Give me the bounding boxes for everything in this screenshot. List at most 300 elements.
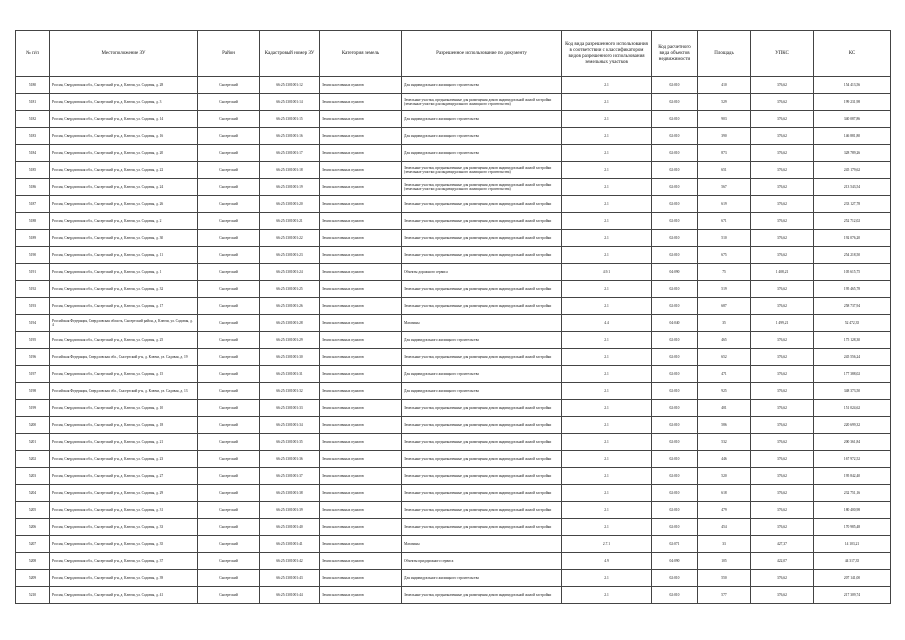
table-row xyxy=(16,230,891,247)
table-row xyxy=(16,179,891,196)
cell-permitted-use: Земельные участки, предназначенные для размещения домов индивидуальной жилой застройки (земельные участки для индивидуального жилищного строительства) xyxy=(402,94,562,111)
cell-use-code: 2.1 xyxy=(562,502,652,519)
table-row xyxy=(16,502,891,519)
cell-cadastral-number: 66:25:1301001:23 xyxy=(260,247,320,264)
cell-cadastral-number: 66:25:1301001:29 xyxy=(260,332,320,349)
cell-district: Сысертский xyxy=(198,213,260,230)
cell-area: 33 xyxy=(698,536,751,553)
cell-location: Россия, Свердловская обл., Сысертский р-н, д. Ключи, ул. Садовая, д. 22 xyxy=(50,162,198,179)
cell-location: Россия, Свердловская обл., Сысертский р-н, д. Ключи, ул. Садовая, д. 31 xyxy=(50,502,198,519)
cell-land-category: Земли населенных пунктов xyxy=(320,349,402,366)
cell-area: 925 xyxy=(698,383,751,400)
cell-use-code: 2.1 xyxy=(562,332,652,349)
cell-cadastral-number: 66:25:1301001:38 xyxy=(260,485,320,502)
table-body xyxy=(16,77,891,604)
cell-use-code: 2.7.1 xyxy=(562,536,652,553)
cell-district: Сысертский xyxy=(198,349,260,366)
cell-area: 675 xyxy=(698,247,751,264)
cell-district: Сысертский xyxy=(198,519,260,536)
cell-district: Сысертский xyxy=(198,77,260,94)
cell-area: 35 xyxy=(698,315,751,332)
cell-location: Россия, Свердловская обл., Сысертский р-н, д. Ключи, ул. Садовая, д. 30 xyxy=(50,230,198,247)
cell-upks: 1 499,21 xyxy=(751,315,814,332)
cell-area: 652 xyxy=(698,349,751,366)
cell-permitted-use: Для индивидуального жилищного строительства xyxy=(402,366,562,383)
cell-land-category: Земли населенных пунктов xyxy=(320,162,402,179)
cell-area: 479 xyxy=(698,502,751,519)
cell-use-code: 2.1 xyxy=(562,400,652,417)
cell-upks: 376,62 xyxy=(751,502,814,519)
cell-upks: 376,62 xyxy=(751,417,814,434)
cell-location: Россия, Свердловская обл., Сысертский р-н, д. Ключи, ул. Садовая, д. 23 xyxy=(50,451,198,468)
cell-number: 5189 xyxy=(16,230,50,247)
cell-upks: 376,62 xyxy=(751,247,814,264)
cell-number: 5207 xyxy=(16,536,50,553)
cell-upks: 376,62 xyxy=(751,281,814,298)
cell-upks: 376,62 xyxy=(751,485,814,502)
table-row xyxy=(16,264,891,281)
cell-cadastral-number: 66:25:1301001:44 xyxy=(260,587,320,604)
cell-object-code: 02:010 xyxy=(652,111,698,128)
cell-ks: 146 881,80 xyxy=(814,128,891,145)
cell-location: Россия, Свердловская обл., Сысертский р-н, д. Ключи, ул. Садовая, д. 16 xyxy=(50,128,198,145)
cell-use-code: 2.1 xyxy=(562,434,652,451)
cell-permitted-use: Земельные участки, предназначенные для размещения домов индивидуальной жилой застройки xyxy=(402,281,562,298)
cell-location: Россия, Свердловская обл., Сысертский р-н, д. Ключи, ул. Садовая, д. 39 xyxy=(50,570,198,587)
cell-ks: 258 737,94 xyxy=(814,298,891,315)
cell-cadastral-number: 66:25:1301001:34 xyxy=(260,417,320,434)
cell-cadastral-number: 66:25:1301001:14 xyxy=(260,94,320,111)
cell-number: 5202 xyxy=(16,451,50,468)
cell-number: 5180 xyxy=(16,77,50,94)
cell-ks: 175 128,30 xyxy=(814,332,891,349)
cell-location: Россия, Свердловская обл., Сысертский р-н, д. Ключи, ул. Садовая, д. 2 xyxy=(50,213,198,230)
document-sheet xyxy=(15,30,890,604)
cell-land-category: Земли населенных пунктов xyxy=(320,77,402,94)
cell-cadastral-number: 66:25:1301001:42 xyxy=(260,553,320,570)
cell-land-category: Земли населенных пунктов xyxy=(320,553,402,570)
table-row xyxy=(16,213,891,230)
cell-location: Россия, Свердловская обл., Сысертский р-н, д. Ключи, ул. Садовая, д. 11 xyxy=(50,247,198,264)
cell-object-code: 02:010 xyxy=(652,519,698,536)
cell-land-category: Земли населенных пунктов xyxy=(320,179,402,196)
cell-use-code: 2.1 xyxy=(562,94,652,111)
cell-upks: 376,62 xyxy=(751,570,814,587)
cell-location: Россия, Свердловская обл., Сысертский р-н, д. Ключи, ул. Садовая, д. 1 xyxy=(50,264,198,281)
cell-cadastral-number: 66:25:1301001:33 xyxy=(260,400,320,417)
cell-ks: 252 712,02 xyxy=(814,213,891,230)
cell-land-category: Земли населенных пунктов xyxy=(320,519,402,536)
cell-object-code: 02:010 xyxy=(652,468,698,485)
cell-ks: 199 231,98 xyxy=(814,94,891,111)
cell-object-code: 02:010 xyxy=(652,587,698,604)
cell-upks: 376,62 xyxy=(751,468,814,485)
cell-use-code: 2.1 xyxy=(562,451,652,468)
table-row xyxy=(16,128,891,145)
cell-cadastral-number: 66:25:1301001:30 xyxy=(260,349,320,366)
cell-number: 5209 xyxy=(16,570,50,587)
cell-district: Сысертский xyxy=(198,485,260,502)
cell-ks: 348 373,50 xyxy=(814,383,891,400)
cell-land-category: Земли населенных пунктов xyxy=(320,587,402,604)
cell-ks: 154 413,56 xyxy=(814,77,891,94)
cell-upks: 376,62 xyxy=(751,434,814,451)
cell-cadastral-number: 66:25:1301001:21 xyxy=(260,213,320,230)
cell-location: Россия, Свердловская обл., Сысертский р-н, д. Ключи, ул. Садовая, д. 3 xyxy=(50,94,198,111)
cell-location: Россия, Свердловская обл., Сысертский р-н, д. Ключи, ул. Садовая, д. 15 xyxy=(50,366,198,383)
cell-object-code: 02:010 xyxy=(652,196,698,213)
cell-permitted-use: Магазины xyxy=(402,315,562,332)
cell-location: Россия, Свердловская обл., Сысертский р-н, д. Ключи, ул. Садовая, д. 35 xyxy=(50,536,198,553)
cell-cadastral-number: 66:25:1301001:35 xyxy=(260,434,320,451)
cell-land-category: Земли населенных пунктов xyxy=(320,264,402,281)
cell-permitted-use: Земельные участки, предназначенные для размещения домов индивидуальной жилой застройки xyxy=(402,434,562,451)
cell-permitted-use: Для индивидуального жилищного строительства xyxy=(402,145,562,162)
cell-number: 5191 xyxy=(16,264,50,281)
cell-permitted-use: Земельные участки, предназначенные для размещения домов индивидуальной жилой застройки xyxy=(402,502,562,519)
cell-number: 5183 xyxy=(16,128,50,145)
cell-area: 687 xyxy=(698,298,751,315)
cell-upks: 376,62 xyxy=(751,77,814,94)
table-row xyxy=(16,298,891,315)
cell-location: Россия, Свердловская обл., Сысертский р-н, д. Ключи, ул. Садовая, д. 14 xyxy=(50,111,198,128)
cell-cadastral-number: 66:25:1301001:22 xyxy=(260,230,320,247)
cell-object-code: 02:010 xyxy=(652,162,698,179)
cell-area: 532 xyxy=(698,434,751,451)
cell-district: Сысертский xyxy=(198,468,260,485)
cell-use-code: 2.1 xyxy=(562,145,652,162)
header-permitted-use: Разрешенное использование по документу xyxy=(402,31,562,77)
cell-permitted-use: Земельные участки, предназначенные для размещения домов индивидуальной жилой застройки xyxy=(402,349,562,366)
cell-cadastral-number: 66:25:1301001:41 xyxy=(260,536,320,553)
cell-land-category: Земли населенных пунктов xyxy=(320,213,402,230)
cell-land-category: Земли населенных пунктов xyxy=(320,383,402,400)
cell-permitted-use: Земельные участки, предназначенные для размещения домов индивидуальной жилой застройки xyxy=(402,451,562,468)
cell-area: 671 xyxy=(698,213,751,230)
table-row xyxy=(16,247,891,264)
cell-object-code: 04:090 xyxy=(652,264,698,281)
cell-district: Сысертский xyxy=(198,400,260,417)
cell-area: 454 xyxy=(698,519,751,536)
cell-object-code: 02:010 xyxy=(652,366,698,383)
cell-ks: 217 309,74 xyxy=(814,587,891,604)
cell-number: 5188 xyxy=(16,213,50,230)
cell-upks: 376,62 xyxy=(751,162,814,179)
cell-object-code: 02:010 xyxy=(652,400,698,417)
cell-permitted-use: Для индивидуального жилищного строительства xyxy=(402,332,562,349)
cell-location: Российская Федерация, Свердловская обл., Сысертский р-н, д. Ключи, ул. Садовая, д. 13 xyxy=(50,383,198,400)
cell-use-code: 2.1 xyxy=(562,570,652,587)
cell-district: Сысертский xyxy=(198,587,260,604)
cell-permitted-use: Объекты придорожного сервиса xyxy=(402,553,562,570)
table-row xyxy=(16,434,891,451)
cell-ks: 245 179,62 xyxy=(814,162,891,179)
cell-upks: 376,62 xyxy=(751,298,814,315)
cell-cadastral-number: 66:25:1301001:24 xyxy=(260,264,320,281)
cell-ks: 233 127,78 xyxy=(814,196,891,213)
table-row xyxy=(16,111,891,128)
cell-area: 75 xyxy=(698,264,751,281)
cell-use-code: 2.1 xyxy=(562,162,652,179)
cell-object-code: 02:010 xyxy=(652,332,698,349)
header-object-code: Код расчетного вида объектов недвижимости xyxy=(652,31,698,77)
cell-use-code: 2.1 xyxy=(562,485,652,502)
cell-permitted-use: Земельные участки, предназначенные для размещения домов индивидуальной жилой застройки (земельные участки для индивидуального жилищного строительства) xyxy=(402,179,562,196)
cell-object-code: 02:010 xyxy=(652,417,698,434)
cell-upks: 376,62 xyxy=(751,179,814,196)
cell-district: Сысертский xyxy=(198,264,260,281)
cell-land-category: Земли населенных пунктов xyxy=(320,434,402,451)
cell-object-code: 02:010 xyxy=(652,281,698,298)
cell-number: 5182 xyxy=(16,111,50,128)
cell-area: 873 xyxy=(698,145,751,162)
cell-cadastral-number: 66:25:1301001:40 xyxy=(260,519,320,536)
cell-permitted-use: Земельные участки, предназначенные для размещения домов индивидуальной жилой застройки xyxy=(402,417,562,434)
cell-district: Сысертский xyxy=(198,128,260,145)
cell-district: Сысертский xyxy=(198,230,260,247)
cell-ks: 340 087,86 xyxy=(814,111,891,128)
cell-upks: 376,62 xyxy=(751,451,814,468)
cell-cadastral-number: 66:25:1301001:28 xyxy=(260,315,320,332)
cell-land-category: Земли населенных пунктов xyxy=(320,94,402,111)
cell-ks: 167 972,52 xyxy=(814,451,891,468)
cell-district: Сысертский xyxy=(198,417,260,434)
cell-location: Россия, Свердловская обл., Сысертский р-н, д. Ключи, ул. Садовая, д. 25 xyxy=(50,332,198,349)
cell-permitted-use: Для индивидуального жилищного строительства xyxy=(402,111,562,128)
cell-number: 5198 xyxy=(16,383,50,400)
cell-upks: 422,07 xyxy=(751,553,814,570)
table-row xyxy=(16,519,891,536)
cell-object-code: 02:010 xyxy=(652,383,698,400)
table-row xyxy=(16,332,891,349)
cell-number: 5193 xyxy=(16,298,50,315)
cell-upks: 376,62 xyxy=(751,332,814,349)
cell-number: 5199 xyxy=(16,400,50,417)
cell-object-code: 02:010 xyxy=(652,77,698,94)
cell-permitted-use: Для индивидуального жилищного строительства xyxy=(402,570,562,587)
cell-cadastral-number: 66:25:1301001:32 xyxy=(260,383,320,400)
cell-area: 520 xyxy=(698,468,751,485)
cell-upks: 376,62 xyxy=(751,111,814,128)
cell-land-category: Земли населенных пунктов xyxy=(320,400,402,417)
cell-area: 519 xyxy=(698,281,751,298)
cell-permitted-use: Земельные участки, предназначенные для размещения домов индивидуальной жилой застройки xyxy=(402,468,562,485)
cell-number: 5210 xyxy=(16,587,50,604)
cell-location: Россия, Свердловская обл., Сысертский р-н, д. Ключи, ул. Садовая, д. 32 xyxy=(50,281,198,298)
cell-object-code: 04:040 xyxy=(652,315,698,332)
cell-area: 550 xyxy=(698,570,751,587)
cell-area: 586 xyxy=(698,417,751,434)
table-row xyxy=(16,417,891,434)
header-number: № п/п xyxy=(16,31,50,77)
cell-ks: 195 465,78 xyxy=(814,281,891,298)
cell-area: 577 xyxy=(698,587,751,604)
cell-area: 651 xyxy=(698,162,751,179)
cell-area: 401 xyxy=(698,400,751,417)
cell-number: 5190 xyxy=(16,247,50,264)
cell-number: 5195 xyxy=(16,332,50,349)
cell-use-code: 4.9.1 xyxy=(562,264,652,281)
cell-upks: 376,62 xyxy=(751,196,814,213)
cell-cadastral-number: 66:25:1301001:12 xyxy=(260,77,320,94)
cell-number: 5208 xyxy=(16,553,50,570)
cell-number: 5200 xyxy=(16,417,50,434)
cell-cadastral-number: 66:25:1301001:15 xyxy=(260,111,320,128)
cell-upks: 376,62 xyxy=(751,400,814,417)
cell-land-category: Земли населенных пунктов xyxy=(320,281,402,298)
table-row xyxy=(16,94,891,111)
cell-location: Российская Федерация, Свердловская обл., Сысертский р-н, д. Ключи, ул. Садовая, д. 19 xyxy=(50,349,198,366)
header-area: Площадь xyxy=(698,31,751,77)
cell-use-code: 2.1 xyxy=(562,128,652,145)
cell-object-code: 02:010 xyxy=(652,349,698,366)
cell-object-code: 02:010 xyxy=(652,247,698,264)
cell-use-code: 2.1 xyxy=(562,349,652,366)
cell-cadastral-number: 66:25:1301001:25 xyxy=(260,281,320,298)
cell-ks: 44 317,35 xyxy=(814,553,891,570)
cell-district: Сысертский xyxy=(198,94,260,111)
cell-location: Россия, Свердловская обл., Сысертский р-н, д. Ключи, ул. Садовая, д. 29 xyxy=(50,485,198,502)
cell-use-code: 2.1 xyxy=(562,383,652,400)
cell-area: 529 xyxy=(698,94,751,111)
cell-location: Россия, Свердловская обл., Сысертский р-н, д. Ключи, ул. Садовая, д. 33 xyxy=(50,519,198,536)
cell-ks: 245 556,24 xyxy=(814,349,891,366)
cell-permitted-use: Земельные участки, предназначенные для размещения домов индивидуальной жилой застройки xyxy=(402,298,562,315)
cell-upks: 376,62 xyxy=(751,213,814,230)
cell-location: Российская Федерация, Свердловская область, Сысертский район, д. Ключи, ул. Садовая, д. 4 xyxy=(50,315,198,332)
cell-use-code: 2.1 xyxy=(562,179,652,196)
cell-cadastral-number: 66:25:1301001:43 xyxy=(260,570,320,587)
cell-number: 5196 xyxy=(16,349,50,366)
table-row xyxy=(16,315,891,332)
table-row xyxy=(16,349,891,366)
cell-ks: 213 543,54 xyxy=(814,179,891,196)
table-row xyxy=(16,196,891,213)
cell-upks: 376,62 xyxy=(751,383,814,400)
cell-area: 410 xyxy=(698,77,751,94)
cell-number: 5201 xyxy=(16,434,50,451)
cell-land-category: Земли населенных пунктов xyxy=(320,502,402,519)
cell-upks: 376,62 xyxy=(751,366,814,383)
cell-ks: 52 472,35 xyxy=(814,315,891,332)
cell-location: Россия, Свердловская обл., Сысертский р-н, д. Ключи, ул. Садовая, д. 10 xyxy=(50,400,198,417)
cell-district: Сысертский xyxy=(198,298,260,315)
cell-location: Россия, Свердловская обл., Сысертский р-н, д. Ключи, ул. Садовая, д. 26 xyxy=(50,196,198,213)
cell-object-code: 02:010 xyxy=(652,128,698,145)
cell-area: 390 xyxy=(698,128,751,145)
cell-location: Россия, Свердловская обл., Сысертский р-н, д. Ключи, ул. Садовая, д. 17 xyxy=(50,298,198,315)
cell-cadastral-number: 66:25:1301001:37 xyxy=(260,468,320,485)
cell-land-category: Земли населенных пунктов xyxy=(320,196,402,213)
cell-use-code: 2.1 xyxy=(562,417,652,434)
cell-ks: 200 361,84 xyxy=(814,434,891,451)
cell-permitted-use: Объекты дорожного сервиса xyxy=(402,264,562,281)
table-row xyxy=(16,485,891,502)
cell-land-category: Земли населенных пунктов xyxy=(320,451,402,468)
cell-use-code: 2.1 xyxy=(562,281,652,298)
land-plots-table xyxy=(15,30,891,604)
cell-object-code: 02:010 xyxy=(652,298,698,315)
cell-object-code: 02:010 xyxy=(652,485,698,502)
cell-land-category: Земли населенных пунктов xyxy=(320,536,402,553)
cell-number: 5187 xyxy=(16,196,50,213)
cell-district: Сысертский xyxy=(198,111,260,128)
cell-location: Россия, Свердловская обл., Сысертский р-н, д. Ключи, ул. Садовая, д. 21 xyxy=(50,434,198,451)
cell-location: Россия, Свердловская обл., Сысертский р-н, д. Ключи, ул. Садовая, д. 28 xyxy=(50,77,198,94)
header-upks: УПКС xyxy=(751,31,814,77)
cell-use-code: 2.1 xyxy=(562,366,652,383)
cell-cadastral-number: 66:25:1301001:16 xyxy=(260,128,320,145)
cell-land-category: Земли населенных пунктов xyxy=(320,298,402,315)
cell-district: Сысертский xyxy=(198,383,260,400)
cell-permitted-use: Земельные участки, предназначенные для размещения домов индивидуальной жилой застройки xyxy=(402,400,562,417)
table-row xyxy=(16,468,891,485)
cell-area: 618 xyxy=(698,485,751,502)
table-row xyxy=(16,536,891,553)
cell-district: Сысертский xyxy=(198,451,260,468)
cell-cadastral-number: 66:25:1301001:36 xyxy=(260,451,320,468)
header-ks: КС xyxy=(814,31,891,77)
cell-permitted-use: Земельные участки, предназначенные для размещения домов индивидуальной жилой застройки xyxy=(402,485,562,502)
cell-district: Сысертский xyxy=(198,366,260,383)
cell-object-code: 02:010 xyxy=(652,451,698,468)
cell-number: 5204 xyxy=(16,485,50,502)
cell-use-code: 2.1 xyxy=(562,77,652,94)
cell-use-code: 4.9 xyxy=(562,553,652,570)
cell-land-category: Земли населенных пунктов xyxy=(320,111,402,128)
cell-number: 5206 xyxy=(16,519,50,536)
cell-land-category: Земли населенных пунктов xyxy=(320,366,402,383)
cell-upks: 376,62 xyxy=(751,230,814,247)
cell-permitted-use: Земельные участки, предназначенные для размещения домов индивидуальной жилой застройки (земельные участки для индивидуального жилищного строительства) xyxy=(402,162,562,179)
table-row xyxy=(16,162,891,179)
cell-area: 471 xyxy=(698,366,751,383)
table-row xyxy=(16,570,891,587)
cell-number: 5197 xyxy=(16,366,50,383)
cell-permitted-use: Земельные участки, предназначенные для размещения домов индивидуальной жилой застройки xyxy=(402,196,562,213)
cell-use-code: 2.1 xyxy=(562,247,652,264)
cell-district: Сысертский xyxy=(198,281,260,298)
cell-land-category: Земли населенных пунктов xyxy=(320,417,402,434)
cell-cadastral-number: 66:25:1301001:31 xyxy=(260,366,320,383)
cell-number: 5192 xyxy=(16,281,50,298)
cell-upks: 1 408,21 xyxy=(751,264,814,281)
cell-use-code: 2.1 xyxy=(562,213,652,230)
table-row xyxy=(16,145,891,162)
cell-district: Сысертский xyxy=(198,196,260,213)
cell-upks: 376,62 xyxy=(751,587,814,604)
cell-land-category: Земли населенных пунктов xyxy=(320,145,402,162)
header-use-code: Код вида разрешенного использования в соответствии с классификатором видов разрешенного использования земельных участков xyxy=(562,31,652,77)
cell-district: Сысертский xyxy=(198,332,260,349)
cell-cadastral-number: 66:25:1301001:20 xyxy=(260,196,320,213)
cell-upks: 376,62 xyxy=(751,145,814,162)
cell-permitted-use: Земельные участки, предназначенные для размещения домов индивидуальной жилой застройки xyxy=(402,519,562,536)
cell-object-code: 02:010 xyxy=(652,179,698,196)
cell-district: Сысертский xyxy=(198,502,260,519)
cell-location: Россия, Свердловская обл., Сысертский р-н, д. Ключи, ул. Садовая, д. 27 xyxy=(50,468,198,485)
cell-location: Россия, Свердловская обл., Сысертский р-н, д. Ключи, ул. Садовая, д. 20 xyxy=(50,145,198,162)
cell-district: Сысертский xyxy=(198,145,260,162)
cell-number: 5205 xyxy=(16,502,50,519)
cell-use-code: 2.1 xyxy=(562,519,652,536)
cell-use-code: 2.1 xyxy=(562,298,652,315)
header-district: Район xyxy=(198,31,260,77)
cell-number: 5185 xyxy=(16,162,50,179)
cell-district: Сысертский xyxy=(198,536,260,553)
cell-use-code: 4.4 xyxy=(562,315,652,332)
cell-ks: 170 985,48 xyxy=(814,519,891,536)
